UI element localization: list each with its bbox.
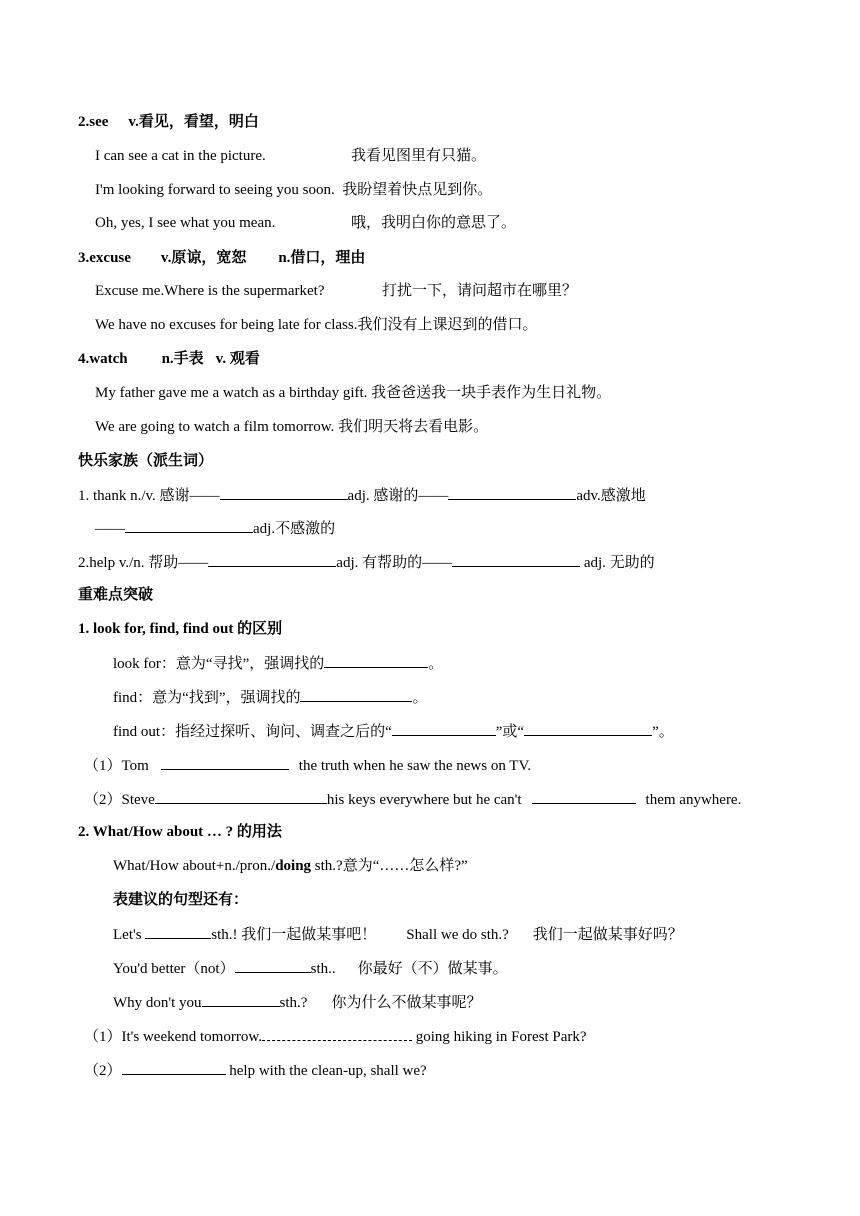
text: sth.. [310,961,336,977]
text: —— [95,521,125,537]
answer-blank[interactable] [145,923,211,939]
point-title [78,619,282,639]
rule-line [113,923,683,945]
text: find out：指经过探听、询问、调查之后的“ [113,724,392,740]
rule-line [113,957,508,979]
text: （2） [84,1063,122,1079]
text: ”。 [652,724,674,740]
text: adv.感激地 [576,488,646,504]
example-en: I can see a cat in the picture. [95,148,266,164]
answer-blank[interactable] [122,1059,226,1075]
point-title [78,822,282,842]
text: doing [275,858,312,874]
entry-word: 3.excuse [78,250,131,266]
section-title: 快乐家族（派生词） [78,453,214,469]
derivative-line [78,551,655,573]
example-sentence: My father gave me a watch as a birthday gift. 我爸爸送我一块手表作为生日礼物。 [95,385,612,401]
example-sentence: We have no excuses for being late for class.我们没有上课迟到的借口。 [95,317,538,333]
text: Shall we do sth.? [406,927,509,943]
text: 。 [428,656,444,672]
answer-blank[interactable] [155,788,327,804]
entry-pos: n.手表 [161,351,204,367]
text: （2）Steve [84,792,155,808]
example-sentence [95,146,266,166]
answer-blank[interactable] [220,484,348,500]
entry-pos: v.看见，看望，明白 [128,114,259,130]
rule-line [113,991,481,1013]
text: 的区别 [233,621,283,637]
answer-blank[interactable] [532,788,636,804]
example-sentence: We are going to watch a film tomorrow. 我们明天将去看电影。 [95,419,489,435]
text: adj.不感激的 [253,521,336,537]
text: （1）It's weekend tomorrow. [84,1029,262,1045]
answer-blank[interactable] [262,1025,412,1041]
rule-line [113,686,428,708]
rule-line [113,856,468,876]
derivative-line [95,517,335,539]
text: 你为什么不做某事呢？ [331,995,482,1011]
entry-watch-heading [78,349,260,369]
answer-blank[interactable] [392,720,496,736]
answer-blank[interactable] [300,686,412,702]
answer-blank[interactable] [161,754,289,770]
text: 1. look for, find, find out [78,621,234,637]
text: adj. 感谢的—— [347,488,449,504]
entry-word: 4.watch [78,351,128,367]
text: sth.! 我们一起做某事吧！ [211,927,377,943]
text: 1. thank n./v. 感谢—— [78,488,220,504]
text: his keys everywhere but he can't [326,792,522,808]
text: Let's [113,927,146,943]
example-translation: 打扰一下，请问超市在哪里？ [382,283,578,299]
rule-line [113,652,443,674]
section-title: 重难点突破 [78,587,154,603]
text: them anywhere. [645,792,742,808]
entry-pos: n.借口，理由 [278,250,366,266]
text: adj. 无助的 [580,555,655,571]
rule-line [113,720,674,742]
text: help with the clean-up, shall we? [225,1063,427,1079]
rule-subtitle: 表建议的句型还有： [113,892,249,908]
text: 的用法 [233,824,282,840]
entry-see-heading [78,112,259,132]
text: 我们一起做某事好吗？ [532,927,683,943]
text: 2.help v./n. 帮助—— [78,555,209,571]
example-translation: 我看见图里有只猫。 [351,148,487,164]
example-en: I'm looking forward to seeing you soon. [95,182,335,198]
answer-blank[interactable] [202,991,280,1007]
answer-blank[interactable] [524,720,652,736]
exercise-question [84,1059,427,1081]
derivative-line [78,484,646,506]
example-translation: 哦，我明白你的意思了。 [351,215,517,231]
example-translation: 我盼望着快点见到你。 [342,182,493,198]
text: Why don't you [113,995,202,1011]
exercise-question [84,754,531,776]
text: 。 [412,690,428,706]
entry-pos: v. 观看 [215,351,260,367]
text: the truth when he saw the news on TV. [298,758,532,774]
text: sth.? [279,995,308,1011]
text: sth.?意为“……怎么样?” [311,858,468,874]
answer-blank[interactable] [208,551,336,567]
example-sentence [95,180,492,200]
entry-pos: v.原谅，宽恕 [160,250,247,266]
example-sentence: Oh, yes, I see what you mean. [95,215,276,231]
answer-blank[interactable] [324,652,428,668]
text: going hiking in Forest Park? [411,1029,587,1045]
example-sentence: Excuse me.Where is the supermarket? [95,283,325,299]
text: （1）Tom [84,758,149,774]
text: look for：意为“寻找”，强调找的 [113,656,325,672]
entry-excuse-heading [78,248,365,268]
text: 你最好（不）做某事。 [357,961,508,977]
text: You'd better（not） [113,961,235,977]
answer-blank[interactable] [235,957,311,973]
exercise-question [84,788,741,810]
exercise-question [84,1025,587,1047]
text: find：意为“找到”，强调找的 [113,690,301,706]
answer-blank[interactable] [448,484,576,500]
text: 2. What/How about … ? [78,824,234,840]
text: adj. 有帮助的—— [336,555,453,571]
text: ”或“ [495,724,525,740]
answer-blank[interactable] [452,551,580,567]
text: What/How about+n./pron./ [113,858,276,874]
entry-word: 2.see [78,114,109,130]
answer-blank[interactable] [125,517,253,533]
